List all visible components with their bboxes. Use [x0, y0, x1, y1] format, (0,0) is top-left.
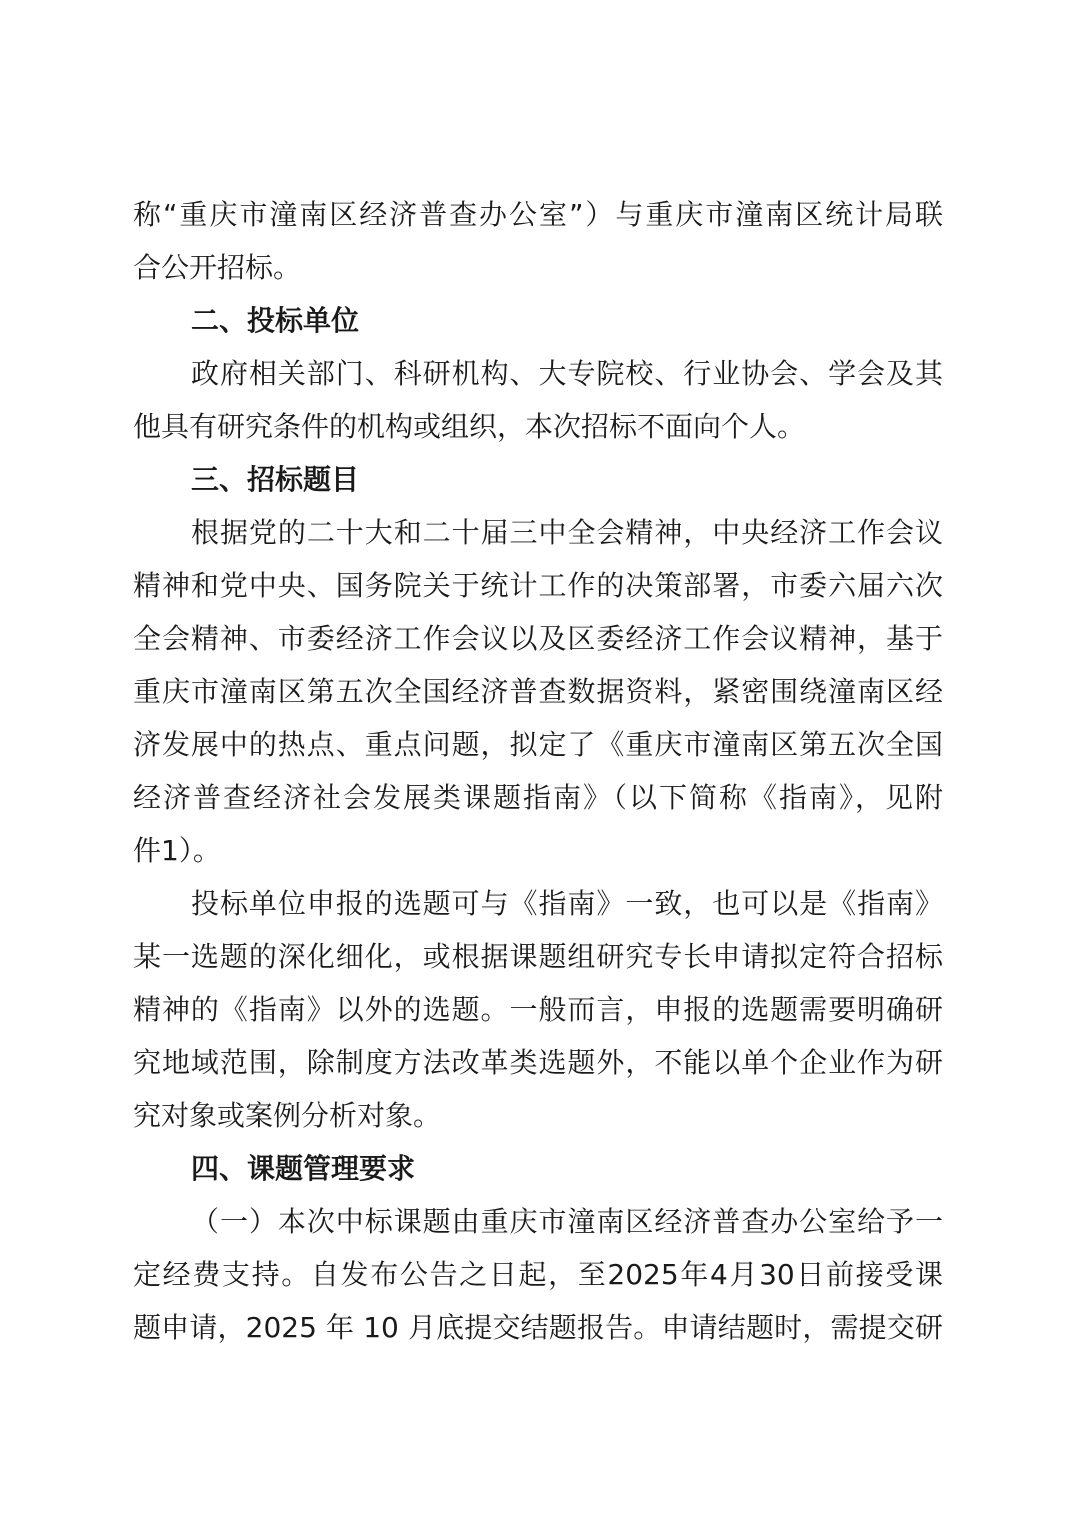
paragraph-line: 他具有研究条件的机构或组织，本次招标不面向个人。 [133, 410, 806, 443]
paragraph-line: 政府相关部门、科研机构、大专院校、行业协会、学会及其 [191, 357, 943, 390]
paragraph-line: 全会精神、市委经济工作会议以及区委经济工作会议精神，基于 [133, 622, 943, 655]
paragraph-line: 合公开招标。 [133, 251, 302, 284]
section-heading: 三、招标题目 [191, 463, 360, 496]
paragraph-line: 投标单位申报的选题可与《指南》一致，也可以是《指南》 [191, 887, 943, 920]
section-heading: 四、课题管理要求 [191, 1152, 416, 1185]
paragraph-line: 究地域范围，除制度方法改革类选题外，不能以单个企业作为研 [133, 1046, 943, 1079]
paragraph-line: 件1）。 [133, 834, 221, 867]
paragraph-line: 经济普查经济社会发展类课题指南》（以下简称《指南》，见附 [133, 781, 943, 814]
paragraph-line: 称“重庆市潼南区经济普查办公室”）与重庆市潼南区统计局联 [133, 198, 943, 231]
paragraph-line: 究对象或案例分析对象。 [133, 1099, 442, 1132]
paragraph-line: 精神的《指南》以外的选题。一般而言，申报的选题需要明确研 [133, 993, 943, 1026]
section-heading: 二、投标单位 [191, 304, 360, 337]
paragraph-line: 某一选题的深化细化，或根据课题组研究专长申请拟定符合招标 [133, 940, 943, 973]
paragraph-line: 重庆市潼南区第五次全国经济普查数据资料，紧密围绕潼南区经 [133, 675, 943, 708]
paragraph-line: 根据党的二十大和二十届三中全会精神，中央经济工作会议 [191, 516, 943, 549]
paragraph-line: 精神和党中央、国务院关于统计工作的决策部署，市委六届六次 [133, 569, 943, 602]
document-body [133, 188, 943, 1354]
paragraph-line: 定经费支持。自发布公告之日起，至2025年4月30日前接受课 [133, 1258, 943, 1291]
paragraph-line: 题申请，2025 年 10 月底提交结题报告。申请结题时，需提交研 [133, 1311, 943, 1344]
paragraph-line: 济发展中的热点、重点问题，拟定了《重庆市潼南区第五次全国 [133, 728, 943, 761]
paragraph-line: （一）本次中标课题由重庆市潼南区经济普查办公室给予一 [191, 1205, 943, 1238]
